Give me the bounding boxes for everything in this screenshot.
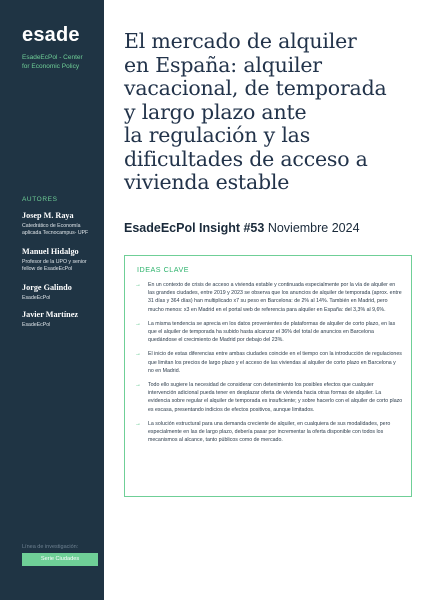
insight-number: EsadeEcPol Insight #53 — [124, 221, 265, 235]
author-entry — [22, 211, 102, 237]
key-ideas-title: IDEAS CLAVE — [137, 265, 190, 274]
esade-logo: esade — [22, 24, 80, 46]
arrow-right-icon: → — [135, 351, 141, 358]
author-affiliation: Profesor de la UPO y senior fellow de EsadeEcPol — [22, 259, 87, 272]
authors-heading: AUTORES — [22, 196, 58, 203]
author-name: Manuel Hidalgo — [22, 247, 79, 256]
arrow-right-icon: → — [135, 320, 141, 327]
author-name: Jorge Galindo — [22, 283, 72, 292]
center-name: EsadeEcPol - Center for Economic Policy — [22, 54, 83, 70]
insight-subtitle — [124, 221, 360, 235]
author-name: Josep M. Raya — [22, 211, 74, 220]
key-ideas-box — [124, 255, 412, 497]
list-item: → El inicio de estas diferencias entre ambas ciudades coincide en el tiempo con la introducción de regulaciones que limitan los precios de largo plazo y el acceso de las viviendas al alquiler de corto plazo en Barcelona y no en Madrid. — [135, 351, 402, 374]
author-name: Javier Martínez — [22, 310, 79, 319]
author-affiliation: Catedrático de Economía aplicada Tecnocampus- UPF — [22, 223, 89, 236]
key-ideas-list — [135, 281, 403, 450]
list-item: → La solución estructural para una demanda creciente de alquiler, en cualquiera de sus modalidades, pero especialmente en las de largo plazo, debería pasar por incrementar la oferta disponible con todos los mecanismos al alcance, tanto públicos como de mercado. — [135, 420, 391, 444]
author-entry — [22, 283, 102, 302]
series-ciudades-button[interactable]: Serie Ciudades — [22, 553, 98, 566]
author-affiliation: EsadeEcPol — [22, 295, 51, 301]
arrow-right-icon: → — [135, 282, 141, 288]
author-entry — [22, 247, 102, 273]
document-title: El mercado de alquiler en España: alquiler vacacional, de temporada y largo plazo ante la regulación y las dificultades de acceso a vivienda estable — [124, 29, 387, 194]
author-entry — [22, 310, 102, 329]
arrow-right-icon: → — [135, 420, 141, 427]
list-item: → Todo ello sugiere la necesidad de considerar con detenimiento los posibles efectos que cualquier intervención adicional pueda tener en desplazar oferta de vivienda hacia otras formas de alquiler. La evidencia sobre regular el alquiler de temporada es insuficiente; y sobre hacerlo con el alquiler de corto plazo es escasa, presentando indicios de efectos positivos, aunque limitados. — [135, 382, 403, 413]
list-item: → En un contexto de crisis de acceso a vivienda estable y continuada especialmente por la vía de alquiler en las grandes ciudades, entre 2019 y 2023 se observa que los anuncios de alquiler de temporada (aprox. entre 31 días y 364 días) han multiplicado x7 su peso en Barcelona: de 2% al 14%. También en Madrid, pero mucho menos: x3 en Madrid en el portal web de referencia para alquiler en España: del 3,3% al 9,6%. — [135, 282, 402, 313]
research-line-label: Línea de investigación: — [22, 544, 79, 550]
sidebar — [0, 0, 104, 600]
arrow-right-icon: → — [135, 382, 141, 389]
list-item: → La misma tendencia se aprecia en los datos provenientes de plataformas de alquiler de corto plazo, en las que el alquiler de temporada ha subido hasta alcanzar el 36% del total de anuncios en Barcelona quedándose el crecimiento de Madrid por debajo del 23%. — [135, 320, 396, 344]
publication-date: Noviembre 2024 — [264, 221, 360, 235]
author-affiliation: EsadeEcPol — [22, 322, 51, 328]
